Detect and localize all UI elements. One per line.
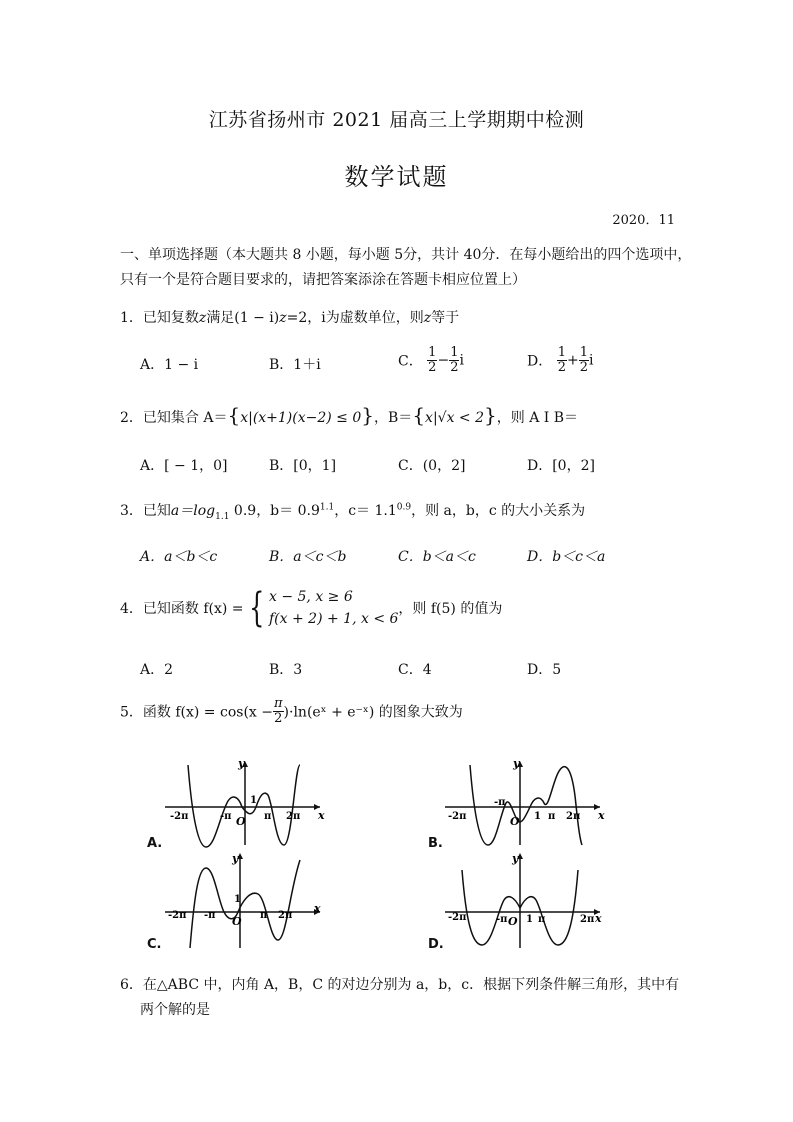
q4-option-d: D．5: [527, 662, 562, 678]
q2-option-c: C．(0，2]: [398, 458, 466, 474]
svg-text:-π: -π: [496, 914, 508, 925]
svg-text:O: O: [236, 815, 246, 828]
svg-text:-2π: -2π: [448, 912, 467, 923]
svg-text:y: y: [232, 852, 239, 865]
svg-text:O: O: [232, 915, 242, 928]
svg-text:2π: 2π: [278, 910, 293, 921]
svg-text:π: π: [548, 811, 556, 822]
exam-date: 2020．11: [612, 213, 675, 228]
svg-text:y: y: [513, 757, 520, 770]
svg-text:2π: 2π: [566, 811, 581, 822]
svg-text:y: y: [238, 757, 245, 770]
q4-option-a: A．2: [140, 662, 174, 678]
svg-text:x: x: [595, 912, 602, 925]
question-3: 3．已知$a=\log_{1.1}$ 0.9，$b= 0.9^{1.1}$，$c= 1.1^{0.9}$，则 a，b，c 的大小关系为: [120, 502, 586, 522]
q3-option-d: D．b＜c＜a: [527, 549, 606, 565]
svg-text:1: 1: [250, 795, 257, 806]
svg-text:O: O: [508, 915, 518, 928]
graph-d-label: D.: [428, 937, 444, 952]
svg-text:-2π: -2π: [448, 811, 467, 822]
q3-option-b: B．a＜c＜b: [269, 549, 347, 565]
q4-option-c: C．4: [398, 662, 432, 678]
q4-option-b: B．3: [269, 662, 303, 678]
svg-text:-π: -π: [494, 797, 506, 808]
graph-a: [160, 755, 330, 850]
q2-option-a: A．[ − 1，0]: [140, 458, 228, 474]
svg-text:π: π: [538, 914, 546, 925]
q2-option-d: D．[0，2]: [527, 458, 595, 474]
exam-subtitle: 数学试题: [344, 163, 449, 191]
question-5: 5．函数 f(x) = cos(x − $\frac{\pi}{2}$ )·ln(eˣ + e⁻ˣ) 的图象大致为: [120, 696, 463, 726]
section-heading-line2: 只有一个是符合题目要求的，请把答案添涂在答题卡相应位置上）: [120, 272, 526, 288]
question-1: 1．已知复数z满足(1 − i)z=2，i为虚数单位，则z等于: [120, 310, 460, 326]
q1-option-b: B．1＋i: [269, 357, 321, 373]
question-6-line2: 两个解的是: [140, 1002, 210, 1018]
q1-option-c: C． $\frac{1}{2}$ − $\frac{1}{2}$ i: [398, 345, 464, 375]
graph-a-label: A.: [147, 836, 163, 851]
svg-text:-π: -π: [220, 811, 232, 822]
graph-d: [440, 850, 610, 950]
graph-b: [440, 755, 610, 850]
svg-text:O: O: [510, 815, 520, 828]
svg-text:1: 1: [234, 894, 241, 905]
svg-text:1: 1: [526, 914, 533, 925]
q1-option-a: A．1 − i: [140, 357, 199, 373]
svg-text:2π: 2π: [580, 914, 595, 925]
svg-text:y: y: [512, 852, 519, 865]
question-4: 4．已知函数 f(x) = { x − 5, x ≥ 6 f(x + 2) + 1, x < 6 ，则 f(5) 的值为: [120, 585, 503, 631]
svg-text:x: x: [314, 902, 321, 915]
svg-text:π: π: [260, 910, 268, 921]
svg-text:-2π: -2π: [168, 910, 187, 921]
graph-b-label: B.: [428, 836, 443, 851]
svg-text:1: 1: [534, 811, 541, 822]
svg-text:x: x: [318, 809, 325, 822]
question-6-line1: 6．在△ABC 中，内角 A，B，C 的对边分别为 a，b，c．根据下列条件解三角形，其中有: [120, 977, 680, 993]
question-2: 2．已知集合 A＝{x|(x+1)(x−2) ≤ 0}，B＝{x|√x < 2}，则 A I B＝: [120, 403, 579, 427]
q2-option-b: B．[0，1]: [269, 458, 337, 474]
graph-c: [160, 850, 330, 950]
svg-text:2π: 2π: [286, 811, 301, 822]
q1-option-d: D． $\frac{1}{2}$ + $\frac{1}{2}$ i: [527, 345, 594, 375]
graph-c-label: C.: [147, 937, 162, 952]
section-heading-line1: 一、单项选择题（本大题共 8 小题，每小题 5分，共计 40分．在每小题给出的四个选项中，: [120, 247, 692, 263]
q3-option-a: A．a＜b＜c: [140, 549, 218, 565]
q3-option-c: C．b＜a＜c: [398, 549, 476, 565]
exam-title: 江苏省扬州市 2021 届高三上学期期中检测: [208, 109, 585, 131]
svg-text:-π: -π: [204, 910, 216, 921]
svg-text:π: π: [264, 811, 272, 822]
svg-text:-2π: -2π: [170, 811, 189, 822]
svg-text:x: x: [598, 809, 605, 822]
